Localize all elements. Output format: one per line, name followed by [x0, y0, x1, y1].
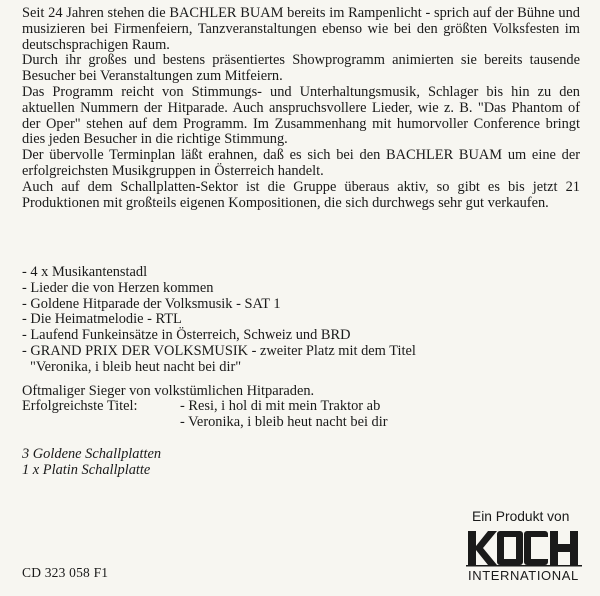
bio-paragraph: Durch ihr großes und bestens präsentiertes Showprogramm animierten sie bereits tausende Besucher bei Veranstaltungen zum Mitfeiern. — [22, 52, 580, 85]
award-line: 3 Goldene Schallplatten — [22, 446, 162, 462]
koch-international-branding — [466, 509, 586, 589]
list-item: - 4 x Musikantenstadl — [22, 264, 148, 280]
award-line: 1 x Platin Schallplatte — [22, 461, 151, 478]
hitparade-winner-note: Oftmaliger Sieger von volkstümlichen Hitparaden. — [22, 383, 315, 399]
bio-paragraph: Auch auf dem Schallplatten-Sektor ist die Gruppe überaus aktiv, so gibt es bis jetzt 21 Produktionen mit großteils eigenen Kompositionen, die sich durchwegs sehr gut verkaufen. — [22, 178, 580, 211]
list-item: - Goldene Hitparade der Volksmusik - SAT 1 — [22, 295, 281, 312]
tv-appearances-list — [22, 265, 580, 376]
brand-tagline: Ein Produkt von — [472, 509, 570, 524]
top-titles — [22, 399, 580, 431]
band-biography — [22, 6, 580, 211]
list-item: - Laufend Funkeinsätze in Österreich, Schweiz und BRD — [22, 327, 351, 344]
list-item: - GRAND PRIX DER VOLKSMUSIK - zweiter Platz mit dem Titel — [22, 342, 416, 359]
bio-paragraph: Das Programm reicht von Stimmungs- und Unterhaltungsmusik, Schlager bis hin zu den aktuellen Nummern der Hitparade. Auch anspruchsvollere Lieder, wie z. B. "Das Phantom of der Oper" stehen auf dem Programm. Im Zusammenhang mit humorvoller Conference bringt dies jeden Besucher in die richtige Stimmung. — [22, 83, 580, 148]
koch-logo-icon — [466, 529, 582, 567]
brand-subtitle: INTERNATIONAL — [468, 568, 579, 583]
record-awards — [22, 447, 422, 479]
bio-paragraph: Der übervolle Terminplan läßt erahnen, daß es sich bei den BACHLER BUAM um eine der erfolgreichsten Musikgruppen in Österreich handelt. — [22, 147, 580, 179]
top-titles-label: Erfolgreichste Titel: — [22, 398, 138, 414]
list-item: - Die Heimatmelodie - RTL — [22, 311, 182, 328]
catalog-number: CD 323 058 F1 — [22, 565, 109, 580]
bio-paragraph: Seit 24 Jahren stehen die BACHLER BUAM bereits im Rampenlicht - sprich auf der Bühne und musizieren bei Firmenfeiern, Tanzveranstaltungen ebenso wie bei den größten Volksfesten im deutschsprachigen Raum. — [22, 5, 580, 53]
top-titles-row — [22, 415, 580, 431]
list-item-continuation: "Veronika, i bleib heut nacht bei dir" — [30, 358, 242, 375]
top-titles-row — [22, 399, 580, 415]
song-title: - Veronika, i bleib heut nacht bei dir — [180, 413, 388, 430]
list-item: - Lieder die von Herzen kommen — [22, 279, 214, 296]
song-title: - Resi, i hol di mit mein Traktor ab — [180, 398, 381, 414]
